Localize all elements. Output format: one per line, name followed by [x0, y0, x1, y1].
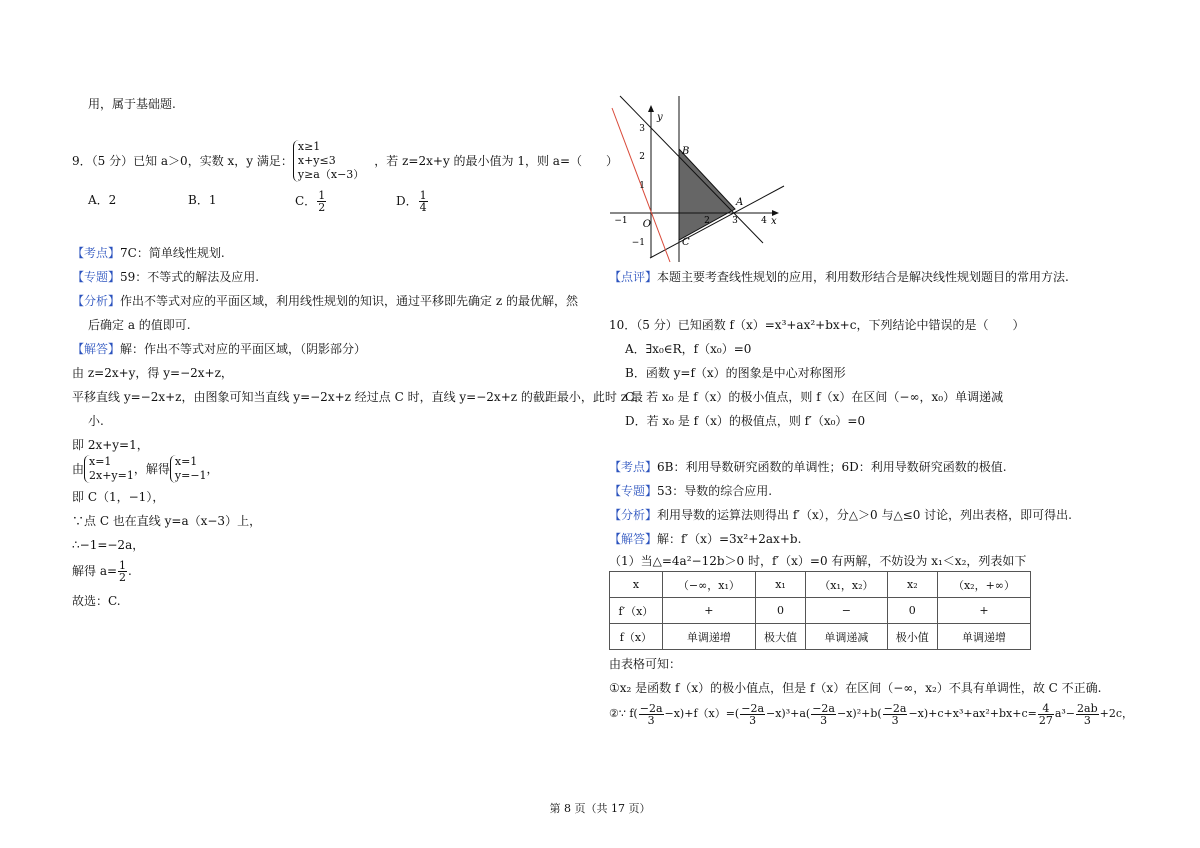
- table-cell: 0: [755, 598, 805, 624]
- q9-constraint: x+y≤3: [297, 154, 336, 167]
- solution-text: .: [128, 564, 132, 578]
- denominator: 3: [647, 713, 655, 727]
- jieda-line: [609, 531, 801, 547]
- table-cell: f′（x）: [610, 598, 663, 624]
- fraction: [419, 190, 428, 213]
- kaodian-tag: 【考点】: [609, 460, 658, 474]
- y-axis-label: y: [657, 112, 663, 123]
- dianping-line: [609, 269, 1069, 285]
- fraction: [740, 703, 765, 726]
- equation-system: [84, 455, 134, 483]
- zhuanti-line: [72, 269, 259, 285]
- numerator: 4: [1038, 703, 1054, 715]
- formula-text: ②∵ f(: [609, 707, 638, 720]
- question-10: 10．（5 分）已知函数 f（x）=x³+ax²+bx+c，下列结论中错误的是（ ）: [609, 318, 1025, 332]
- kaodian-line: [609, 459, 1007, 475]
- page-number: 第 8 页（共 17 页）: [549, 802, 651, 815]
- option-c-label: C．: [295, 194, 317, 208]
- kaodian-line: [72, 245, 225, 261]
- dianping-text: 本题主要考查线性规划的应用，利用数形结合是解决线性规划题目的常用方法.: [657, 270, 1069, 284]
- table-row: [610, 598, 1031, 624]
- numerator: 2ab: [1077, 701, 1098, 715]
- denominator: 27: [1038, 713, 1053, 727]
- q9-constraint: x≥1: [297, 140, 321, 153]
- numerator: −2a: [812, 701, 835, 715]
- solution-line: ①x₂ 是函数 f（x）的极小值点，但是 f（x）在区间（−∞，x₂）不具有单调性，故 C 不正确.: [609, 681, 1102, 695]
- dianping-tag: 【点评】: [609, 270, 658, 284]
- fraction: [317, 190, 326, 213]
- fenxi-line: [609, 507, 1072, 523]
- solution-system-line: [72, 452, 219, 486]
- solution-line: 小.: [88, 414, 104, 428]
- fraction: [811, 703, 836, 726]
- table-row: [610, 572, 1031, 598]
- solution-line: 由表格可知：: [609, 657, 682, 671]
- x-axis-label: x: [771, 216, 777, 227]
- fraction: [639, 703, 664, 726]
- solution-line: 由 z=2x+y，得 y=−2x+z，: [72, 366, 233, 380]
- y-tick-label: −1: [631, 238, 645, 248]
- table-cell: x₁: [755, 572, 805, 598]
- q9-constraint-system: [293, 140, 364, 182]
- equation: x=1: [174, 455, 198, 468]
- fenxi-line: [72, 293, 578, 309]
- fenxi-tag: 【分析】: [72, 294, 121, 308]
- formula-text: −x)+f（x）=(: [664, 707, 740, 720]
- equation-system: [170, 455, 207, 483]
- solution-line: ∵点 C 也在直线 y=a（x−3）上，: [72, 514, 262, 528]
- table-cell: x₂: [887, 572, 937, 598]
- option-d: [396, 186, 429, 216]
- fenxi-text: 作出不等式对应的平面区域，利用线性规划的知识，通过平移即先确定 z 的最优解，然: [120, 294, 578, 308]
- table-cell: 单调递减: [806, 624, 888, 650]
- point-a-label: A: [736, 197, 744, 208]
- point-c-label: C: [682, 237, 690, 248]
- formula-text: a³−: [1054, 707, 1076, 720]
- origin-label: O: [642, 219, 651, 230]
- denominator: 3: [749, 713, 757, 727]
- table-cell: f（x）: [610, 624, 663, 650]
- denominator: 2: [119, 570, 127, 584]
- jieda-text: 解：作出不等式对应的平面区域，（阴影部分）: [120, 342, 367, 356]
- jieda-text: 解：f′（x）=3x²+2ax+b.: [657, 532, 802, 546]
- denominator: 3: [820, 713, 828, 727]
- numerator: 1: [318, 188, 326, 202]
- y-tick-label: 2: [639, 152, 645, 162]
- x-tick-label: 3: [732, 216, 738, 226]
- option-b: B．1: [188, 193, 217, 207]
- fraction: [1038, 703, 1054, 726]
- zhuanti-tag: 【专题】: [72, 270, 121, 284]
- fraction: [1076, 703, 1099, 726]
- denominator: 3: [1083, 713, 1091, 727]
- table-cell: 极大值: [755, 624, 805, 650]
- solution-line: （1）当△=4a²−12b＞0 时，f′（x）=0 有两解，不妨设为 x₁＜x₂，列表如下: [609, 554, 1027, 568]
- option-d-label: D．: [396, 194, 418, 208]
- q9-constraint: y≥a（x−3）: [297, 168, 365, 181]
- jieda-tag: 【解答】: [609, 532, 658, 546]
- variation-table: [609, 571, 1031, 650]
- solution-line: 平移直线 y=−2x+z，由图象可知当直线 y=−2x+z 经过点 C 时，直线 y=−2x+z 的截距最小，此时 z 最: [72, 390, 643, 404]
- table-cell: +: [937, 598, 1030, 624]
- table-cell: +: [662, 598, 755, 624]
- equation: 2x+y=1: [89, 469, 134, 482]
- fraction: [883, 703, 908, 726]
- solution-line: 即 C（1，−1），: [72, 490, 165, 504]
- zhuanti-tag: 【专题】: [609, 484, 658, 498]
- numerator: −2a: [741, 701, 765, 715]
- fenxi-tag: 【分析】: [609, 508, 658, 522]
- option-c: [295, 186, 327, 216]
- option-d: D．若 x₀ 是 f（x）的极值点，则 f′（x₀）=0: [625, 414, 866, 428]
- option-b: B．函数 y=f（x）的图象是中心对称图形: [625, 366, 846, 380]
- denominator: 2: [318, 200, 326, 214]
- solution-text: ，: [206, 462, 219, 476]
- formula-text: +2c，: [1099, 707, 1134, 720]
- fenxi-line-2: 后确定 a 的值即可.: [88, 318, 191, 332]
- shaded-region: [679, 149, 735, 240]
- table-row: [610, 624, 1031, 650]
- solution-text: ，解得: [133, 462, 170, 476]
- numerator: 1: [119, 558, 127, 572]
- zhuanti-text: 53：导数的综合应用.: [657, 484, 773, 498]
- table-cell: （x₂，+∞）: [937, 572, 1030, 598]
- formula-text: −x)³+a(: [766, 707, 811, 720]
- solution-text: 由: [72, 462, 85, 476]
- table-cell: 单调递增: [937, 624, 1030, 650]
- table-cell: 单调递增: [662, 624, 755, 650]
- text-line: 用，属于基础题.: [88, 97, 176, 111]
- table-cell: （x₁，x₂）: [806, 572, 888, 598]
- numerator: −2a: [639, 701, 663, 715]
- table-cell: （−∞，x₁）: [662, 572, 755, 598]
- table-cell: 极小值: [887, 624, 937, 650]
- option-a: A．2: [88, 193, 117, 207]
- feasible-region-graph: [606, 92, 786, 264]
- solution-formula-line: [609, 698, 1133, 730]
- denominator: 4: [419, 200, 427, 214]
- zhuanti-text: 59：不等式的解法及应用.: [120, 270, 260, 284]
- point-b-label: B: [682, 146, 690, 157]
- denominator: 3: [891, 713, 899, 727]
- jieda-line: [72, 341, 366, 357]
- q9-prefix: 9．（5 分）已知 a＞0，实数 x，y 满足：: [72, 154, 293, 168]
- solution-line: 故选：C.: [72, 594, 121, 608]
- equation: x=1: [89, 455, 112, 468]
- question-9: [72, 136, 618, 186]
- zhuanti-line: [609, 483, 772, 499]
- equation: y=−1: [174, 469, 207, 482]
- solution-line: ∴−1=−2a，: [72, 538, 145, 552]
- option-c: C．若 x₀ 是 f（x）的极小值点，则 f（x）在区间（−∞，x₀）单调递减: [625, 390, 1004, 404]
- formula-text: −x)²+b(: [837, 707, 882, 720]
- table-cell: 0: [887, 598, 937, 624]
- x-tick-label: −1: [614, 216, 628, 226]
- solution-line: 即 2x+y=1，: [72, 438, 149, 452]
- jieda-tag: 【解答】: [72, 342, 121, 356]
- option-a: A．∃x₀∈R，f（x₀）=0: [625, 342, 752, 356]
- numerator: 1: [419, 188, 427, 202]
- kaodian-text: 7C：简单线性规划.: [120, 246, 225, 260]
- table-cell: x: [610, 572, 663, 598]
- q9-suffix: ，若 z=2x+y 的最小值为 1，则 a=（ ）: [374, 154, 619, 168]
- kaodian-tag: 【考点】: [72, 246, 121, 260]
- kaodian-text: 6B：利用导数研究函数的单调性；6D：利用导数研究函数的极值.: [657, 460, 1007, 474]
- y-tick-label: 1: [639, 181, 645, 191]
- y-axis-arrow: [648, 105, 654, 112]
- formula-text: −x)+c+x³+ax²+bx+c=: [908, 707, 1037, 720]
- x-tick-label: 2: [704, 216, 710, 226]
- solution-line: [72, 556, 132, 586]
- fenxi-text: 利用导数的运算法则得出 f′（x），分△＞0 与△≤0 讨论，列出表格，即可得出.: [657, 508, 1072, 522]
- solution-text: 解得 a=: [72, 564, 118, 578]
- y-tick-label: 3: [639, 124, 645, 134]
- numerator: −2a: [883, 701, 907, 715]
- table-cell: −: [806, 598, 888, 624]
- fraction: [118, 560, 127, 583]
- x-tick-label: 4: [761, 216, 767, 226]
